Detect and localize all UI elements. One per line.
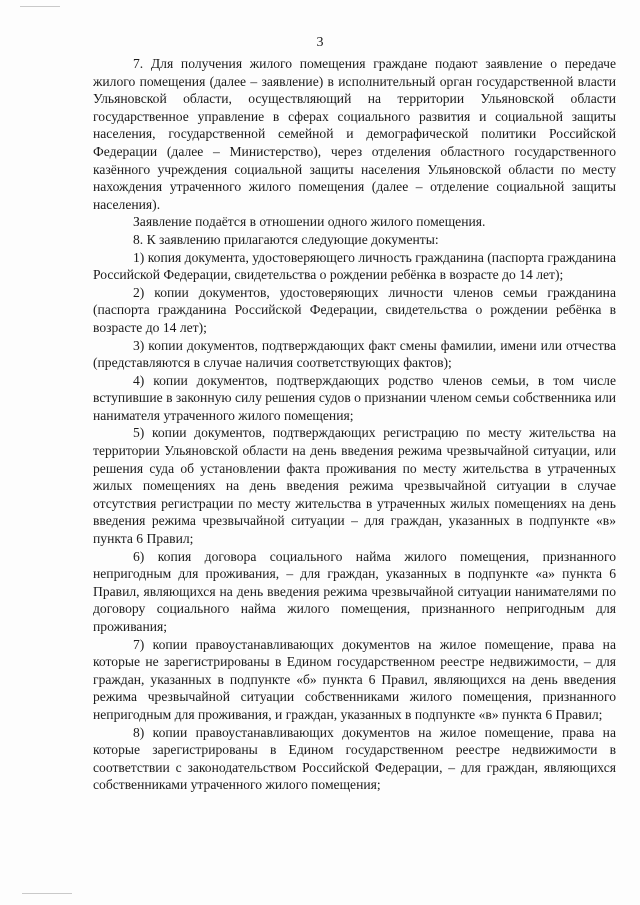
scan-artifact bbox=[20, 6, 60, 7]
list-item-2: 2) копии документов, удостоверяющих личности членов семьи гражданина (паспорта гражданина Российской Федерации, свидетельства о рождении ребёнка в возрасте до 14 лет); bbox=[93, 284, 616, 335]
paragraph-item-7: 7. Для получения жилого помещения граждане подают заявление о передаче жилого помещения (далее – заявление) в исполнительный орган государственной власти Ульяновской области, осуществляющий на территории Ульяновской области государственное управление в сферах социального развития и социальной защиты населения, государственной семейной и демографической политики Российской Федерации (далее – Министерство), через отделения областного государственного казённого учреждения социальной защиты населения Ульяновской области по месту нахождения утраченного жилого помещения (далее – отделение социальной защиты населения). bbox=[93, 56, 616, 212]
list-item-8: 8) копии правоустанавливающих документов на жилое помещение, права на которые зарегистрированы в Едином государственном реестре недвижимости в соответствии с законодательством Российской Федерации, – для граждан, являющихся собственниками утраченного жилого помещения; bbox=[93, 724, 616, 793]
list-item-6: 6) копия договора социального найма жилого помещения, признанного непригодным для проживания, – для граждан, указанных в подпункте «а» пункта 6 Правил, являющихся на день введения режима чрезвычайной ситуации нанимателями по договору социального найма жилого помещения, признанного непригодным для проживания; bbox=[93, 548, 616, 634]
list-item-3: 3) копии документов, подтверждающих факт смены фамилии, имени или отчества (представляются в случае наличия соответствующих фактов); bbox=[93, 337, 616, 371]
list-item-7: 7) копии правоустанавливающих документов на жилое помещение, права на которые не зарегистрированы в Едином государственном реестре недвижимости, – для граждан, указанных в подпункте «б» пункта 6 Правил, являющихся на день введения режима чрезвычайной ситуации собственниками жилого помещения, признанного непригодным для проживания, и граждан, указанных в подпункте «в» пункта 6 Правил; bbox=[93, 636, 616, 722]
scan-artifact bbox=[22, 893, 72, 894]
paragraph-item-8: 8. К заявлению прилагаются следующие документы: bbox=[133, 231, 439, 247]
page-number: 3 bbox=[316, 35, 324, 50]
paragraph-single-dwelling: Заявление подаётся в отношении одного жилого помещения. bbox=[133, 214, 486, 230]
list-item-4: 4) копии документов, подтверждающих родство членов семьи, в том числе вступившие в законную силу решения судов о признании членом семьи собственника или нанимателя утраченного жилого помещения; bbox=[93, 372, 616, 423]
list-item-5: 5) копии документов, подтверждающих регистрацию по месту жительства на территории Ульяновской области на день введения режима чрезвычайной ситуации, или решения суда об установлении факта проживания по месту жительства в утраченных жилых помещениях на день введения режима чрезвычайной ситуации в случае отсутствия регистрации по месту жительства в утраченных жилых помещениях на день введения режима чрезвычайной ситуации – для граждан, указанных в подпункте «в» пункта 6 Правил; bbox=[93, 425, 616, 547]
list-item-1: 1) копия документа, удостоверяющего личность гражданина (паспорта гражданина Российской Федерации, свидетельства о рождении ребёнка в возрасте до 14 лет); bbox=[93, 249, 616, 283]
document-body bbox=[93, 55, 616, 794]
